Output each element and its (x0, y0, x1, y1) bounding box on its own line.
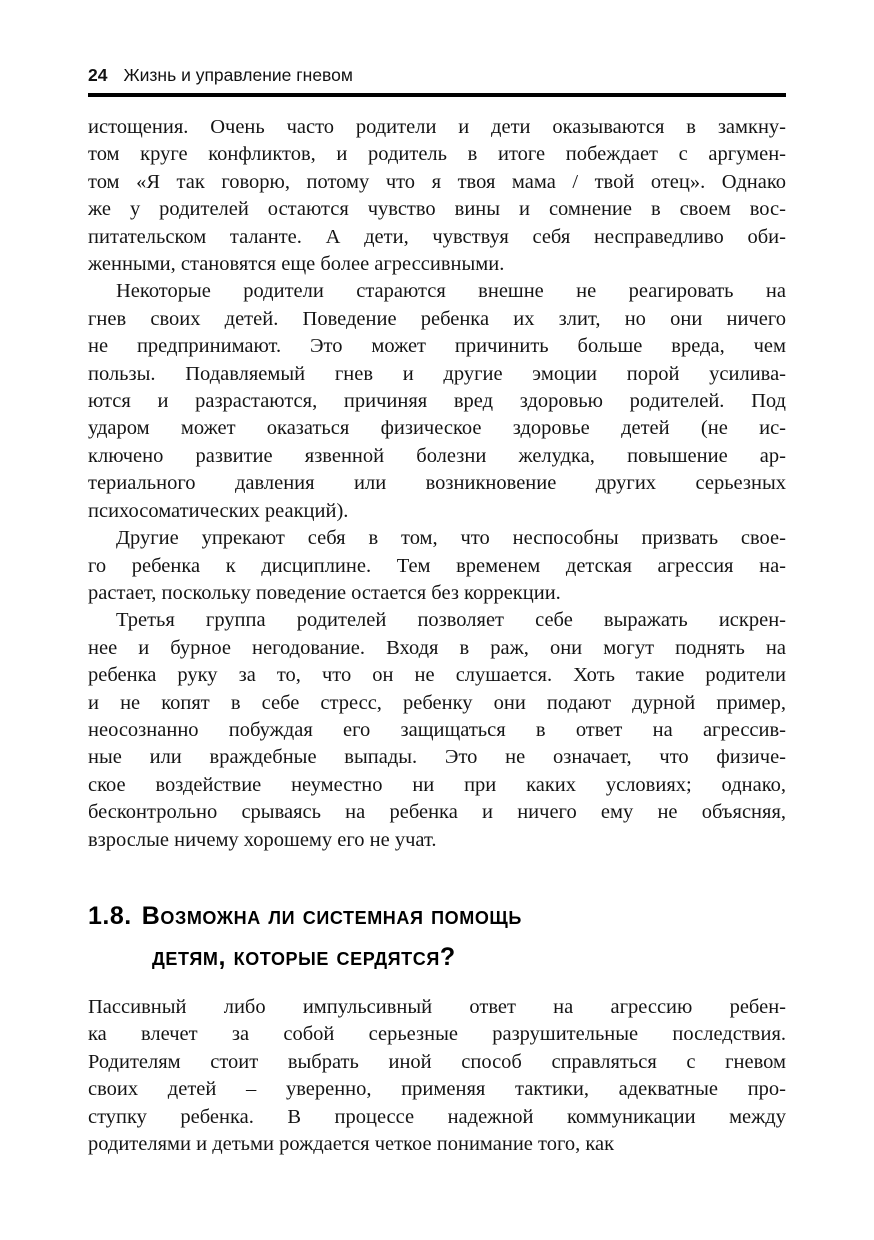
paragraph (88, 278, 786, 525)
text-line: психосоматических реакций). (88, 499, 349, 522)
text-line: ступку ребенка. В процессе надежной коммуникации между (88, 1105, 786, 1128)
text-line: ются и разрастаются, причиняя вред здоровью родителей. Под (88, 390, 786, 413)
text-line: истощения. Очень часто родители и дети оказываются в замкну- (88, 116, 786, 138)
text-line: женными, становятся еще более агрессивными. (88, 253, 505, 276)
text-line: нее и бурное негодование. Входя в раж, они могут поднять на (88, 636, 786, 659)
text-line: ударом может оказаться физическое здоровье детей (не ис- (88, 417, 786, 440)
page-number: 24 (88, 65, 108, 85)
paragraph (88, 607, 786, 854)
section-heading-line-1 (88, 896, 786, 937)
header-rule (88, 93, 786, 97)
section-title-line-1: Возможна ли системная помощь (141, 901, 522, 930)
text-line: ка влечет за собой серьезные разрушительные последствия. (88, 1023, 786, 1046)
text-line: не предпринимают. Это может причинить больше вреда, чем (88, 335, 786, 358)
text-line: же у родителей остаются чувство вины и сомнение в своем вос- (88, 198, 786, 221)
text-line: своих детей – уверенно, применяя тактики, адекватные про- (88, 1078, 786, 1101)
section-number: 1.8. (88, 901, 132, 930)
running-header (88, 64, 786, 93)
text-line: ные или враждебные выпады. Это не означает, что физиче- (88, 746, 786, 769)
text-line: питательском таланте. А дети, чувствуя себя несправедливо оби- (88, 225, 786, 248)
body-text-after-heading (88, 994, 786, 1158)
text-line: териального давления или возникновение других серьезных (88, 472, 786, 495)
text-line: том «Я так говорю, потому что я твоя мама / твой отец». Однако (88, 170, 786, 193)
body-text-before-heading (88, 114, 786, 854)
text-line: го ребенка к дисциплине. Тем временем детская агрессия на- (88, 554, 786, 577)
section-title-line-2: детям, которые сердятся? (152, 942, 456, 971)
text-line: и не копят в себе стресс, ребенку они подают дурной пример, (88, 691, 786, 714)
text-line: ключено развитие язвенной болезни желудка, повышение ар- (88, 444, 786, 467)
text-line: том круге конфликтов, и родитель в итоге побеждает с аргумен- (88, 143, 786, 166)
text-line: взрослые ничему хорошему его не учат. (88, 828, 437, 851)
paragraph (88, 114, 786, 278)
text-line: растает, поскольку поведение остается без коррекции. (88, 581, 561, 604)
text-line: родителями и детьми рождается четкое понимание того, как (88, 1133, 615, 1155)
text-line: Пассивный либо импульсивный ответ на агрессию ребен- (88, 995, 786, 1018)
paragraph (88, 994, 786, 1158)
text-line: ское воздействие неуместно ни при каких условиях; однако, (88, 773, 786, 796)
text-line: Другие упрекают себя в том, что неспособны призвать свое- (116, 527, 786, 550)
paragraph (88, 525, 786, 607)
text-line: Третья группа родителей позволяет себе выражать искрен- (116, 609, 786, 632)
text-line: Родителям стоит выбрать иной способ справляться с гневом (88, 1050, 786, 1073)
text-line: гнев своих детей. Поведение ребенка их злит, но они ничего (88, 307, 786, 330)
text-line: ребенка руку за то, что он не слушается. Хоть такие родители (88, 664, 786, 687)
text-line: пользы. Подавляемый гнев и другие эмоции порой усилива- (88, 362, 786, 385)
running-title: Жизнь и управление гневом (123, 65, 353, 85)
text-line: неосознанно побуждая его защищаться в ответ на агрессив- (88, 718, 786, 741)
section-heading (88, 896, 786, 978)
text-line: Некоторые родители стараются внешне не реагировать на (116, 280, 786, 303)
text-line: бесконтрольно срываясь на ребенка и ничего ему не объясняя, (88, 801, 786, 824)
